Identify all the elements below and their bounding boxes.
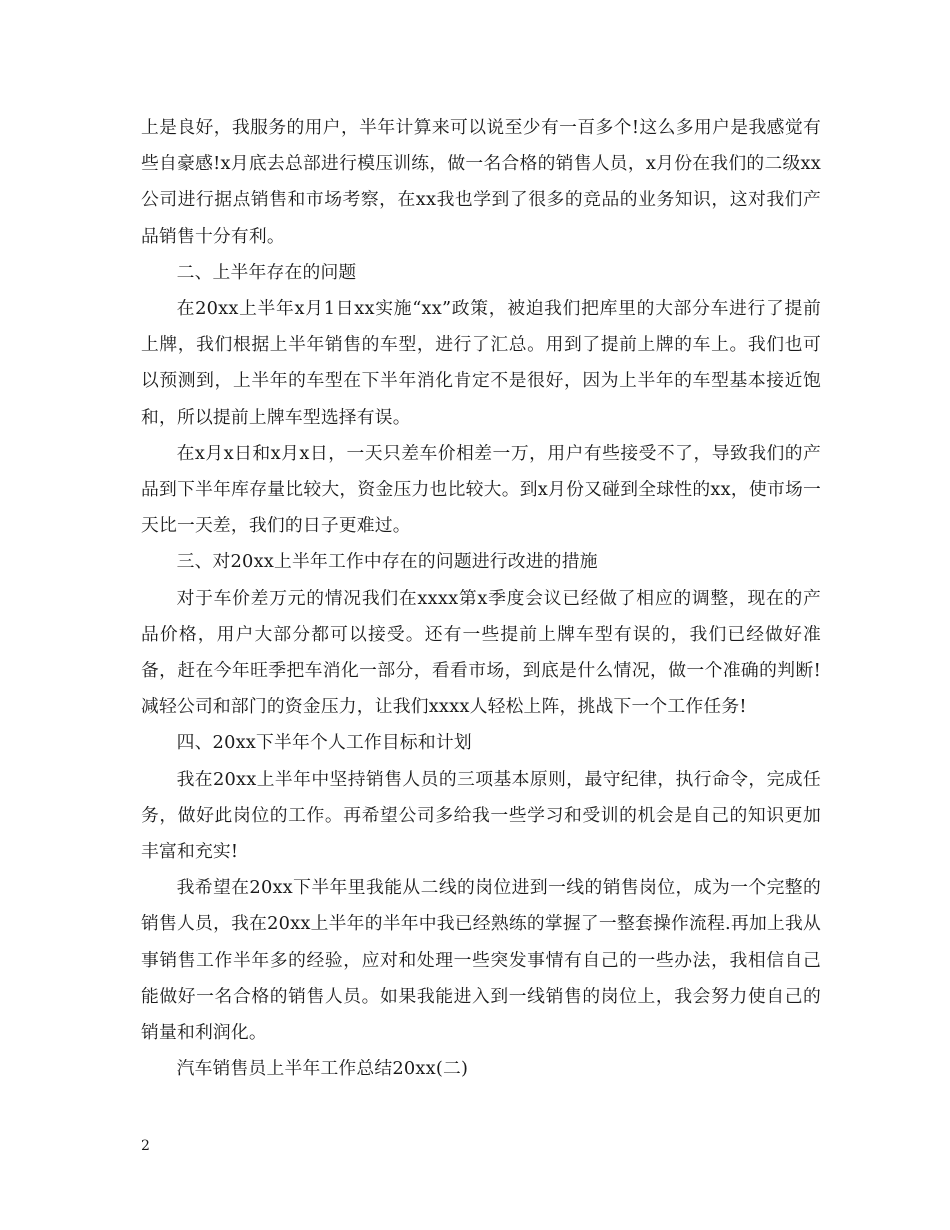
document-body — [141, 110, 821, 1087]
paragraph-price-difference: 在x月x日和x月x日，一天只差车价相差一万，用户有些接受不了，导致我们的产品到下半年库存量比较大，资金压力也比较大。到x月份又碰到全球性的xx，使市场一天比一天差，我们的日子更难过。 — [141, 442, 821, 537]
next-document-title: 汽车销售员上半年工作总结20xx(二) — [176, 1058, 469, 1080]
section-heading-problems: 二、上半年存在的问题 — [176, 261, 357, 283]
section-heading-goals: 四、20xx下半年个人工作目标和计划 — [176, 732, 472, 754]
paragraph-principles: 我在20xx上半年中坚持销售人员的三项基本原则，最守纪律，执行命令，完成任务，做好此岗位的工作。再希望公司多给我一些学习和受训的机会是自己的知识更加丰富和充实! — [141, 768, 821, 863]
paragraph-improvement-measures: 对于车价差万元的情况我们在xxxx第x季度会议已经做了相应的调整，现在的产品价格，用户大部分都可以接受。还有一些提前上牌车型有误的，我们已经做好准备，赶在今年旺季把车消化一部分，看看市场，到底是什么情况，做一个准确的判断!减轻公司和部门的资金压力，让我们xxxx人轻松上阵，挑战下一个工作任务! — [141, 587, 821, 718]
page-number: 2 — [141, 1138, 150, 1154]
paragraph-hope-front-line: 我希望在20xx下半年里我能从二线的岗位进到一线的销售岗位，成为一个完整的销售人员，我在20xx上半年的半年中我已经熟练的掌握了一整套操作流程.再加上我从事销售工作半年多的经验，应对和处理一些突发事情有自己的一些办法，我相信自己能做好一名合格的销售人员。如果我能进入到一线销售的岗位上，我会努力使自己的销量和利润化。 — [141, 877, 821, 1044]
paragraph-continuation: 上是良好，我服务的用户，半年计算来可以说至少有一百多个!这么多用户是我感觉有些自豪感!x月底去总部进行模压训练，做一名合格的销售人员，x月份在我们的二级xx公司进行据点销售和市场考察，在xx我也学到了很多的竞品的业务知识，这对我们产品销售十分有利。 — [141, 117, 821, 247]
section-heading-improvements: 三、对20xx上半年工作中存在的问题进行改进的措施 — [176, 551, 598, 573]
paragraph-policy-plating: 在20xx上半年x月1日xx实施“xx”政策，被迫我们把库里的大部分车进行了提前上牌，我们根据上半年销售的车型，进行了汇总。用到了提前上牌的车上。我们也可以预测到，上半年的车型在下半年消化肯定不是很好，因为上半年的车型基本接近饱和，所以提前上牌车型选择有误。 — [141, 298, 821, 428]
